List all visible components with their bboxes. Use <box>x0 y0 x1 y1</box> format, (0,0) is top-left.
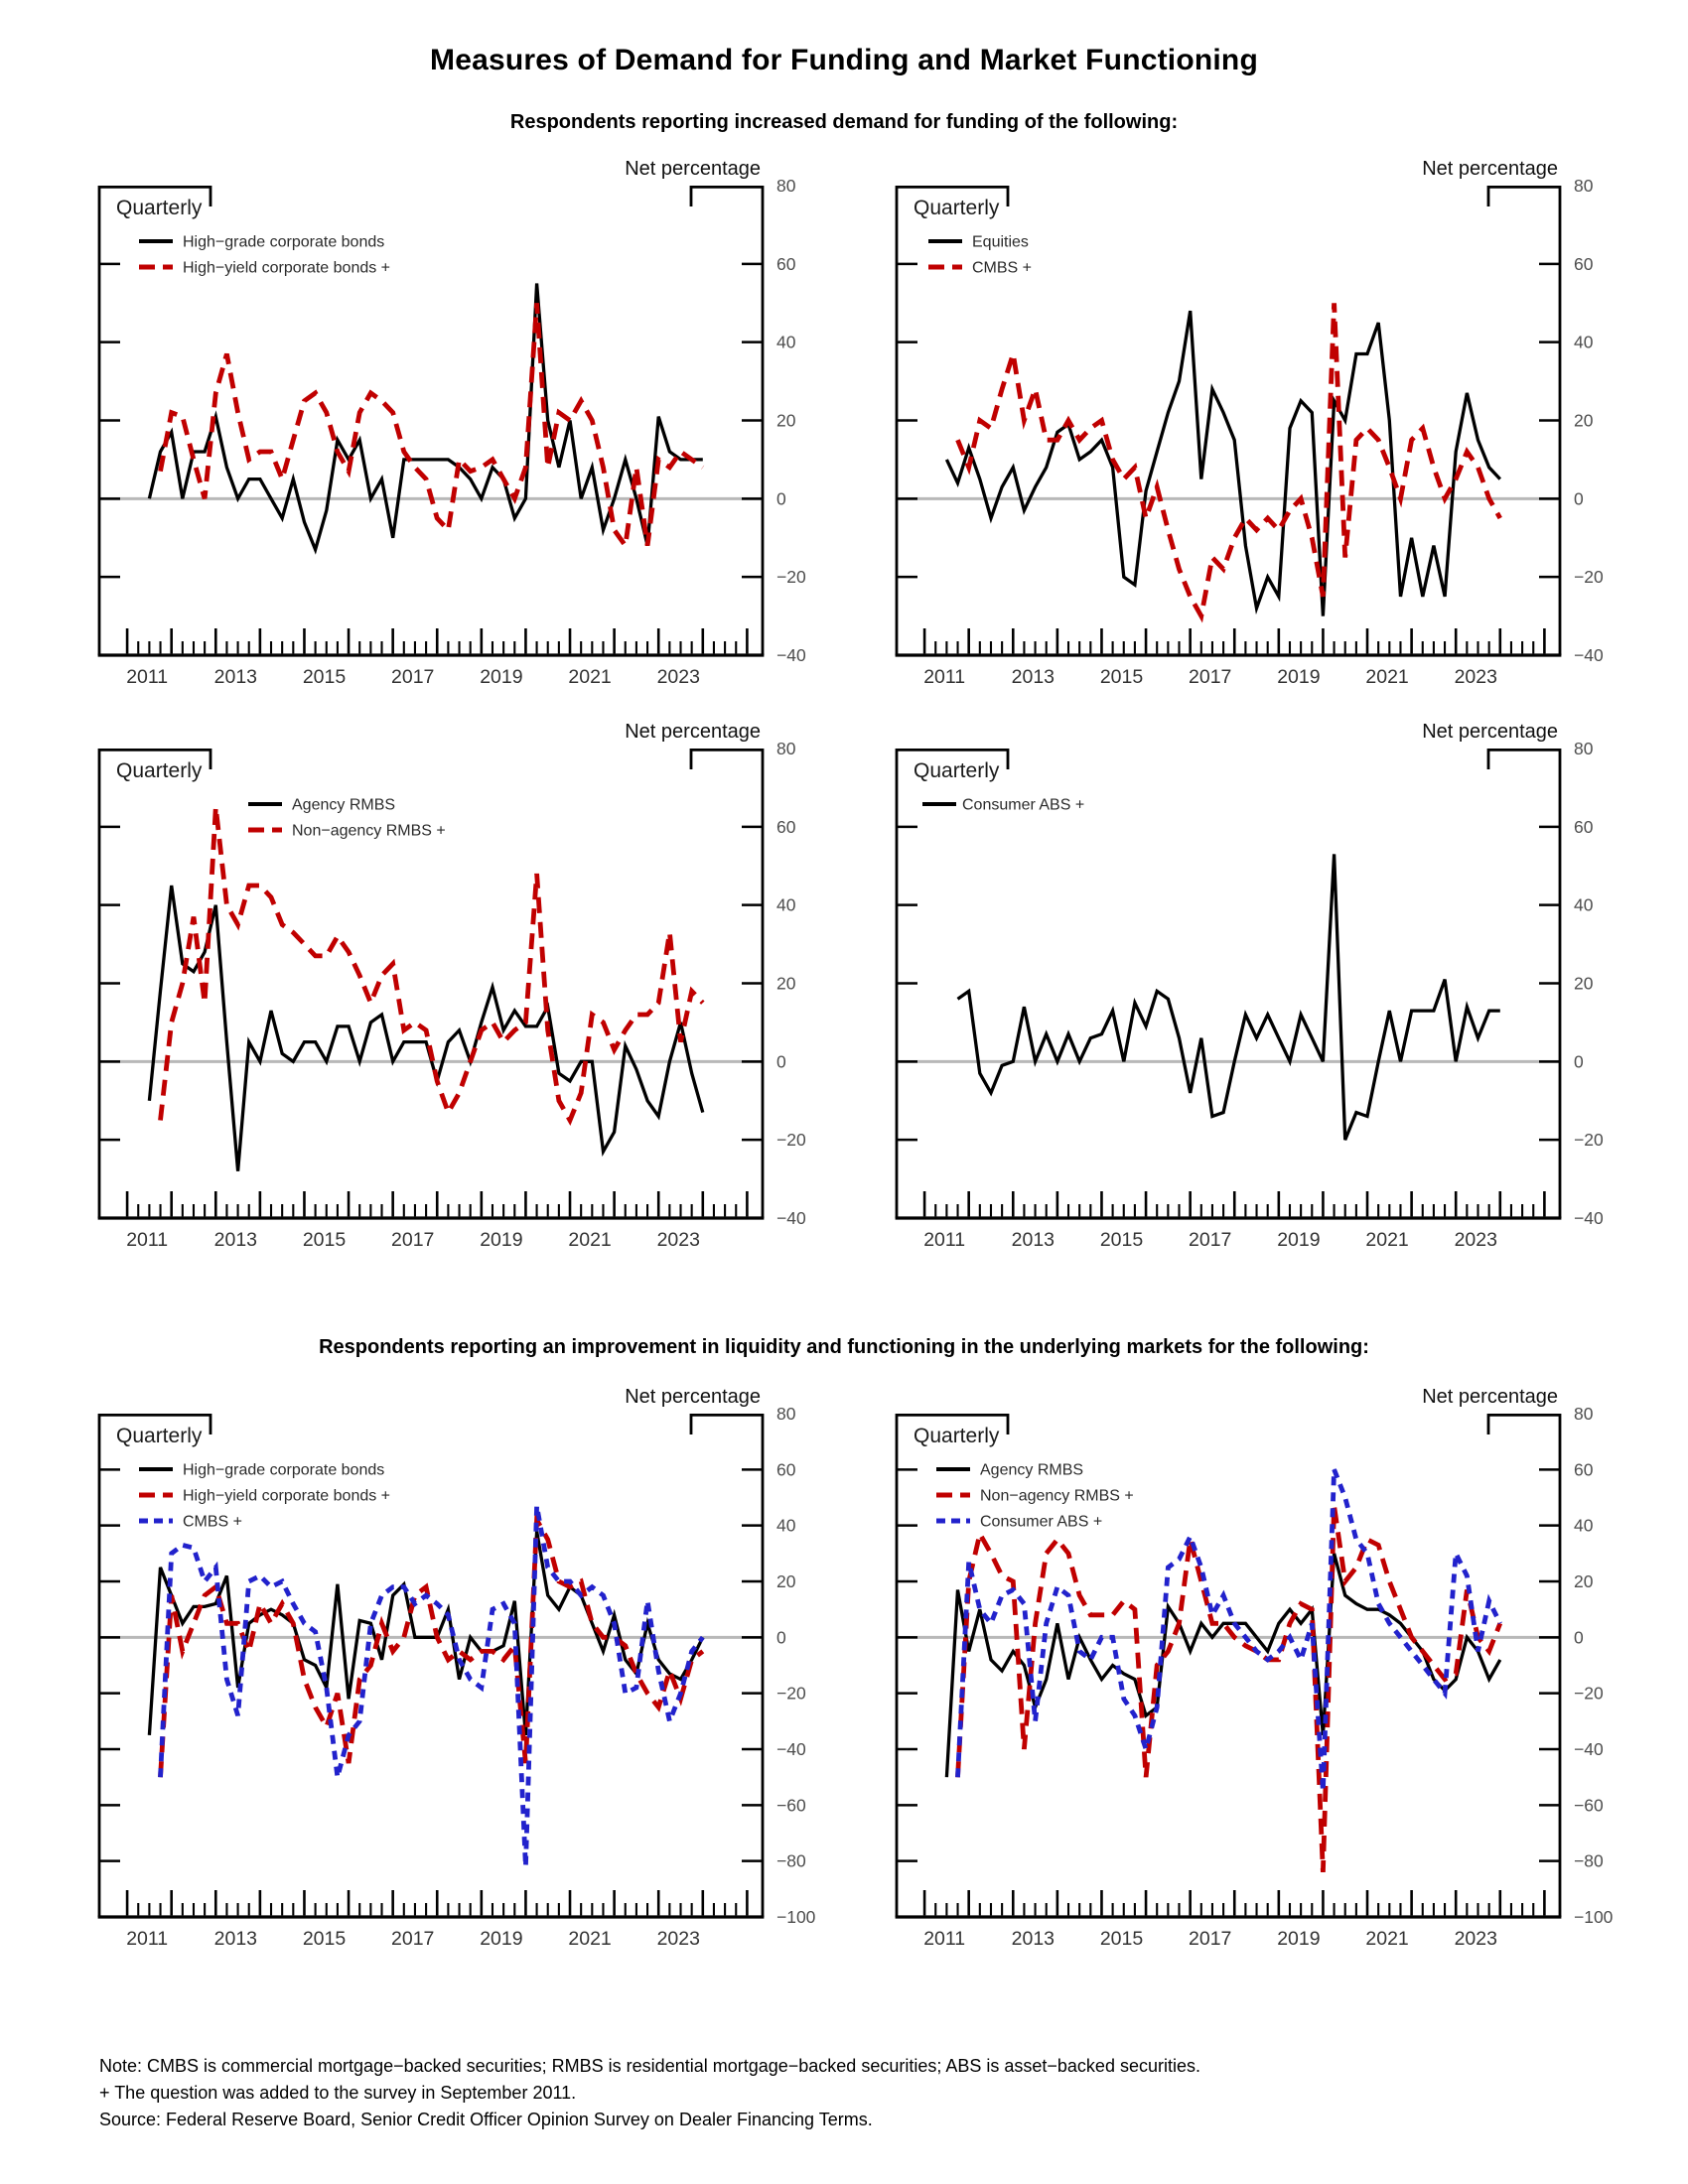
x-axis-year-label: 2019 <box>1277 1928 1321 1950</box>
x-axis-year-label: 2013 <box>213 1229 258 1251</box>
y-axis-title: Net percentage <box>1422 1386 1558 1408</box>
chart-liquidity-corporate-bonds-cmbs <box>97 1372 852 1971</box>
x-axis-year-label: 2011 <box>126 666 169 688</box>
y-axis-tick-label: 20 <box>776 1571 796 1591</box>
x-axis-year-label: 2017 <box>391 1229 435 1251</box>
y-axis-tick-label: 0 <box>1574 488 1584 509</box>
y-axis-tick-label: 20 <box>1574 410 1594 431</box>
footnote-line-source: Source: Federal Reserve Board, Senior Credit Officer Opinion Survey on Dealer Financing Terms. <box>99 2110 873 2129</box>
chart-liquidity-rmbs-abs <box>895 1372 1649 1971</box>
y-axis-tick-label: 60 <box>1574 1459 1594 1480</box>
footnote-line-note: Note: CMBS is commercial mortgage−backed securities; RMBS is residential mortgage−backed securities; ABS is asset−backed securities. <box>99 2056 1200 2076</box>
legend-label: High−grade corporate bonds <box>183 233 385 251</box>
y-axis-tick-label: −80 <box>776 1850 806 1871</box>
frame-top-right-stub <box>691 750 763 769</box>
legend-label: Non−agency RMBS + <box>292 822 446 840</box>
quarterly-label: Quarterly <box>116 759 203 782</box>
y-axis-tick-label: 20 <box>1574 1571 1594 1591</box>
y-axis-tick-label: 60 <box>776 1459 796 1480</box>
x-axis-year-label: 2023 <box>656 1928 700 1950</box>
y-axis-tick-label: −40 <box>776 645 806 665</box>
x-axis-year-label: 2013 <box>213 666 258 688</box>
legend-label: Consumer ABS + <box>962 796 1085 814</box>
x-axis-year-label: 2017 <box>1189 1928 1232 1950</box>
y-axis-tick-label: 40 <box>776 332 796 352</box>
quarterly-label: Quarterly <box>914 759 1000 782</box>
y-axis-tick-label: −60 <box>776 1795 806 1816</box>
x-axis-year-label: 2019 <box>480 666 523 688</box>
x-axis-year-label: 2021 <box>1365 666 1409 688</box>
x-axis-year-label: 2011 <box>126 1928 169 1950</box>
legend-label: High−yield corporate bonds + <box>183 1487 391 1505</box>
y-axis-tick-label: −40 <box>776 1739 806 1759</box>
y-axis-tick-label: −20 <box>776 1683 806 1704</box>
y-axis-tick-label: 40 <box>1574 332 1594 352</box>
x-axis-year-label: 2013 <box>1011 666 1055 688</box>
quarterly-label: Quarterly <box>914 197 1000 219</box>
quarterly-label: Quarterly <box>914 1425 1000 1447</box>
chart-canvas-funding-demand-rmbs <box>97 707 852 1265</box>
y-axis-tick-label: 80 <box>776 176 796 196</box>
series-line-high-grade-corporate-bonds <box>149 284 702 550</box>
x-axis-year-label: 2021 <box>568 666 612 688</box>
series-line-consumer-abs- <box>958 854 1500 1140</box>
chart-canvas-funding-demand-equities-cmbs <box>895 144 1649 702</box>
chart-canvas-liquidity-rmbs-abs <box>895 1372 1649 1966</box>
x-axis-year-label: 2023 <box>1454 666 1497 688</box>
legend-label: Equities <box>972 233 1029 251</box>
y-axis-tick-label: −20 <box>1574 1683 1604 1704</box>
x-axis-year-label: 2015 <box>302 666 347 688</box>
y-axis-title: Net percentage <box>625 721 761 743</box>
y-axis-tick-label: 0 <box>1574 1051 1584 1072</box>
x-axis-year-label: 2011 <box>923 666 966 688</box>
y-axis-tick-label: 80 <box>776 1404 796 1424</box>
x-axis-year-label: 2013 <box>213 1928 258 1950</box>
y-axis-tick-label: 40 <box>1574 1515 1594 1536</box>
y-axis-tick-label: 0 <box>776 1051 786 1072</box>
y-axis-tick-label: 60 <box>776 253 796 274</box>
x-axis-year-label: 2021 <box>1365 1229 1409 1251</box>
y-axis-tick-label: −60 <box>1574 1795 1604 1816</box>
frame-top-right-stub <box>691 187 763 206</box>
y-axis-tick-label: 0 <box>776 488 786 509</box>
y-axis-tick-label: 80 <box>1574 1404 1594 1424</box>
y-axis-tick-label: 80 <box>1574 176 1594 196</box>
x-axis-year-label: 2019 <box>1277 666 1321 688</box>
y-axis-tick-label: 60 <box>776 816 796 837</box>
y-axis-title: Net percentage <box>1422 721 1558 743</box>
y-axis-tick-label: −20 <box>1574 1130 1604 1151</box>
legend-label: CMBS + <box>183 1513 243 1531</box>
x-axis-year-label: 2015 <box>302 1928 347 1950</box>
chart-canvas-liquidity-corporate-bonds-cmbs <box>97 1372 852 1966</box>
series-line-high-yield-corporate-bonds- <box>161 303 703 545</box>
y-axis-tick-label: 40 <box>776 1515 796 1536</box>
y-axis-tick-label: 20 <box>776 410 796 431</box>
x-axis-year-label: 2017 <box>1189 1229 1232 1251</box>
x-axis-year-label: 2011 <box>923 1229 966 1251</box>
y-axis-tick-label: 0 <box>776 1627 786 1648</box>
y-axis-tick-label: −40 <box>776 1208 806 1228</box>
y-axis-tick-label: 80 <box>776 739 796 758</box>
frame-top-right-stub <box>691 1415 763 1434</box>
x-axis-year-label: 2023 <box>1454 1229 1497 1251</box>
y-axis-tick-label: −20 <box>776 567 806 588</box>
x-axis-year-label: 2023 <box>656 1229 700 1251</box>
page-title: Measures of Demand for Funding and Market Functioning <box>430 44 1258 76</box>
chart-funding-demand-equities-cmbs <box>895 144 1649 707</box>
chart-canvas-funding-demand-consumer-abs <box>895 707 1649 1265</box>
x-axis-year-label: 2023 <box>1454 1928 1497 1950</box>
x-axis-year-label: 2011 <box>126 1229 169 1251</box>
legend-label: Consumer ABS + <box>980 1513 1103 1531</box>
x-axis-year-label: 2021 <box>1365 1928 1409 1950</box>
x-axis-year-label: 2019 <box>480 1928 523 1950</box>
section2-subtitle: Respondents reporting an improvement in liquidity and functioning in the underlying markets for the following: <box>319 1336 1369 1358</box>
x-axis-year-label: 2017 <box>1189 666 1232 688</box>
y-axis-title: Net percentage <box>625 1386 761 1408</box>
y-axis-tick-label: −100 <box>1574 1907 1614 1927</box>
x-axis-year-label: 2013 <box>1011 1229 1055 1251</box>
x-axis-year-label: 2015 <box>1099 666 1144 688</box>
x-axis-year-label: 2011 <box>923 1928 966 1950</box>
legend-label: High−yield corporate bonds + <box>183 259 391 277</box>
y-axis-tick-label: 20 <box>776 973 796 994</box>
chart-canvas-funding-demand-corporate-bonds <box>97 144 852 702</box>
x-axis-year-label: 2013 <box>1011 1928 1055 1950</box>
x-axis-year-label: 2021 <box>568 1928 612 1950</box>
frame-top-right-stub <box>1488 750 1560 769</box>
quarterly-label: Quarterly <box>116 197 203 219</box>
legend-label: Agency RMBS <box>292 796 396 814</box>
y-axis-tick-label: −40 <box>1574 1208 1604 1228</box>
y-axis-title: Net percentage <box>1422 158 1558 180</box>
y-axis-tick-label: 80 <box>1574 739 1594 758</box>
frame-top-right-stub <box>1488 1415 1560 1434</box>
y-axis-tick-label: −40 <box>1574 645 1604 665</box>
section1-subtitle: Respondents reporting increased demand for funding of the following: <box>509 111 1179 133</box>
y-axis-tick-label: 40 <box>1574 894 1594 915</box>
legend-label: High−grade corporate bonds <box>183 1461 385 1479</box>
y-axis-tick-label: 40 <box>776 894 796 915</box>
chart-funding-demand-rmbs <box>97 707 852 1270</box>
x-axis-year-label: 2015 <box>302 1229 347 1251</box>
frame-top-right-stub <box>1488 187 1560 206</box>
series-line-cmbs- <box>161 1506 703 1866</box>
legend-label: Agency RMBS <box>980 1461 1084 1479</box>
y-axis-tick-label: −40 <box>1574 1739 1604 1759</box>
x-axis-year-label: 2023 <box>656 666 700 688</box>
quarterly-label: Quarterly <box>116 1425 203 1447</box>
x-axis-year-label: 2017 <box>391 666 435 688</box>
y-axis-tick-label: −20 <box>1574 567 1604 588</box>
legend-label: Non−agency RMBS + <box>980 1487 1134 1505</box>
y-axis-tick-label: −100 <box>776 1907 816 1927</box>
y-axis-tick-label: 0 <box>1574 1627 1584 1648</box>
y-axis-title: Net percentage <box>625 158 761 180</box>
y-axis-tick-label: 60 <box>1574 253 1594 274</box>
y-axis-tick-label: 60 <box>1574 816 1594 837</box>
x-axis-year-label: 2017 <box>391 1928 435 1950</box>
chart-funding-demand-corporate-bonds <box>97 144 852 707</box>
y-axis-tick-label: −80 <box>1574 1850 1604 1871</box>
y-axis-tick-label: 20 <box>1574 973 1594 994</box>
x-axis-year-label: 2015 <box>1099 1229 1144 1251</box>
series-line-high-grade-corporate-bonds <box>149 1531 702 1735</box>
footnote <box>99 2053 1609 2133</box>
y-axis-tick-label: −20 <box>776 1130 806 1151</box>
x-axis-year-label: 2019 <box>1277 1229 1321 1251</box>
x-axis-year-label: 2015 <box>1099 1928 1144 1950</box>
chart-funding-demand-consumer-abs <box>895 707 1649 1270</box>
legend-label: CMBS + <box>972 259 1033 277</box>
x-axis-year-label: 2019 <box>480 1229 523 1251</box>
x-axis-year-label: 2021 <box>568 1229 612 1251</box>
footnote-line-plus: + The question was added to the survey in September 2011. <box>99 2083 577 2103</box>
